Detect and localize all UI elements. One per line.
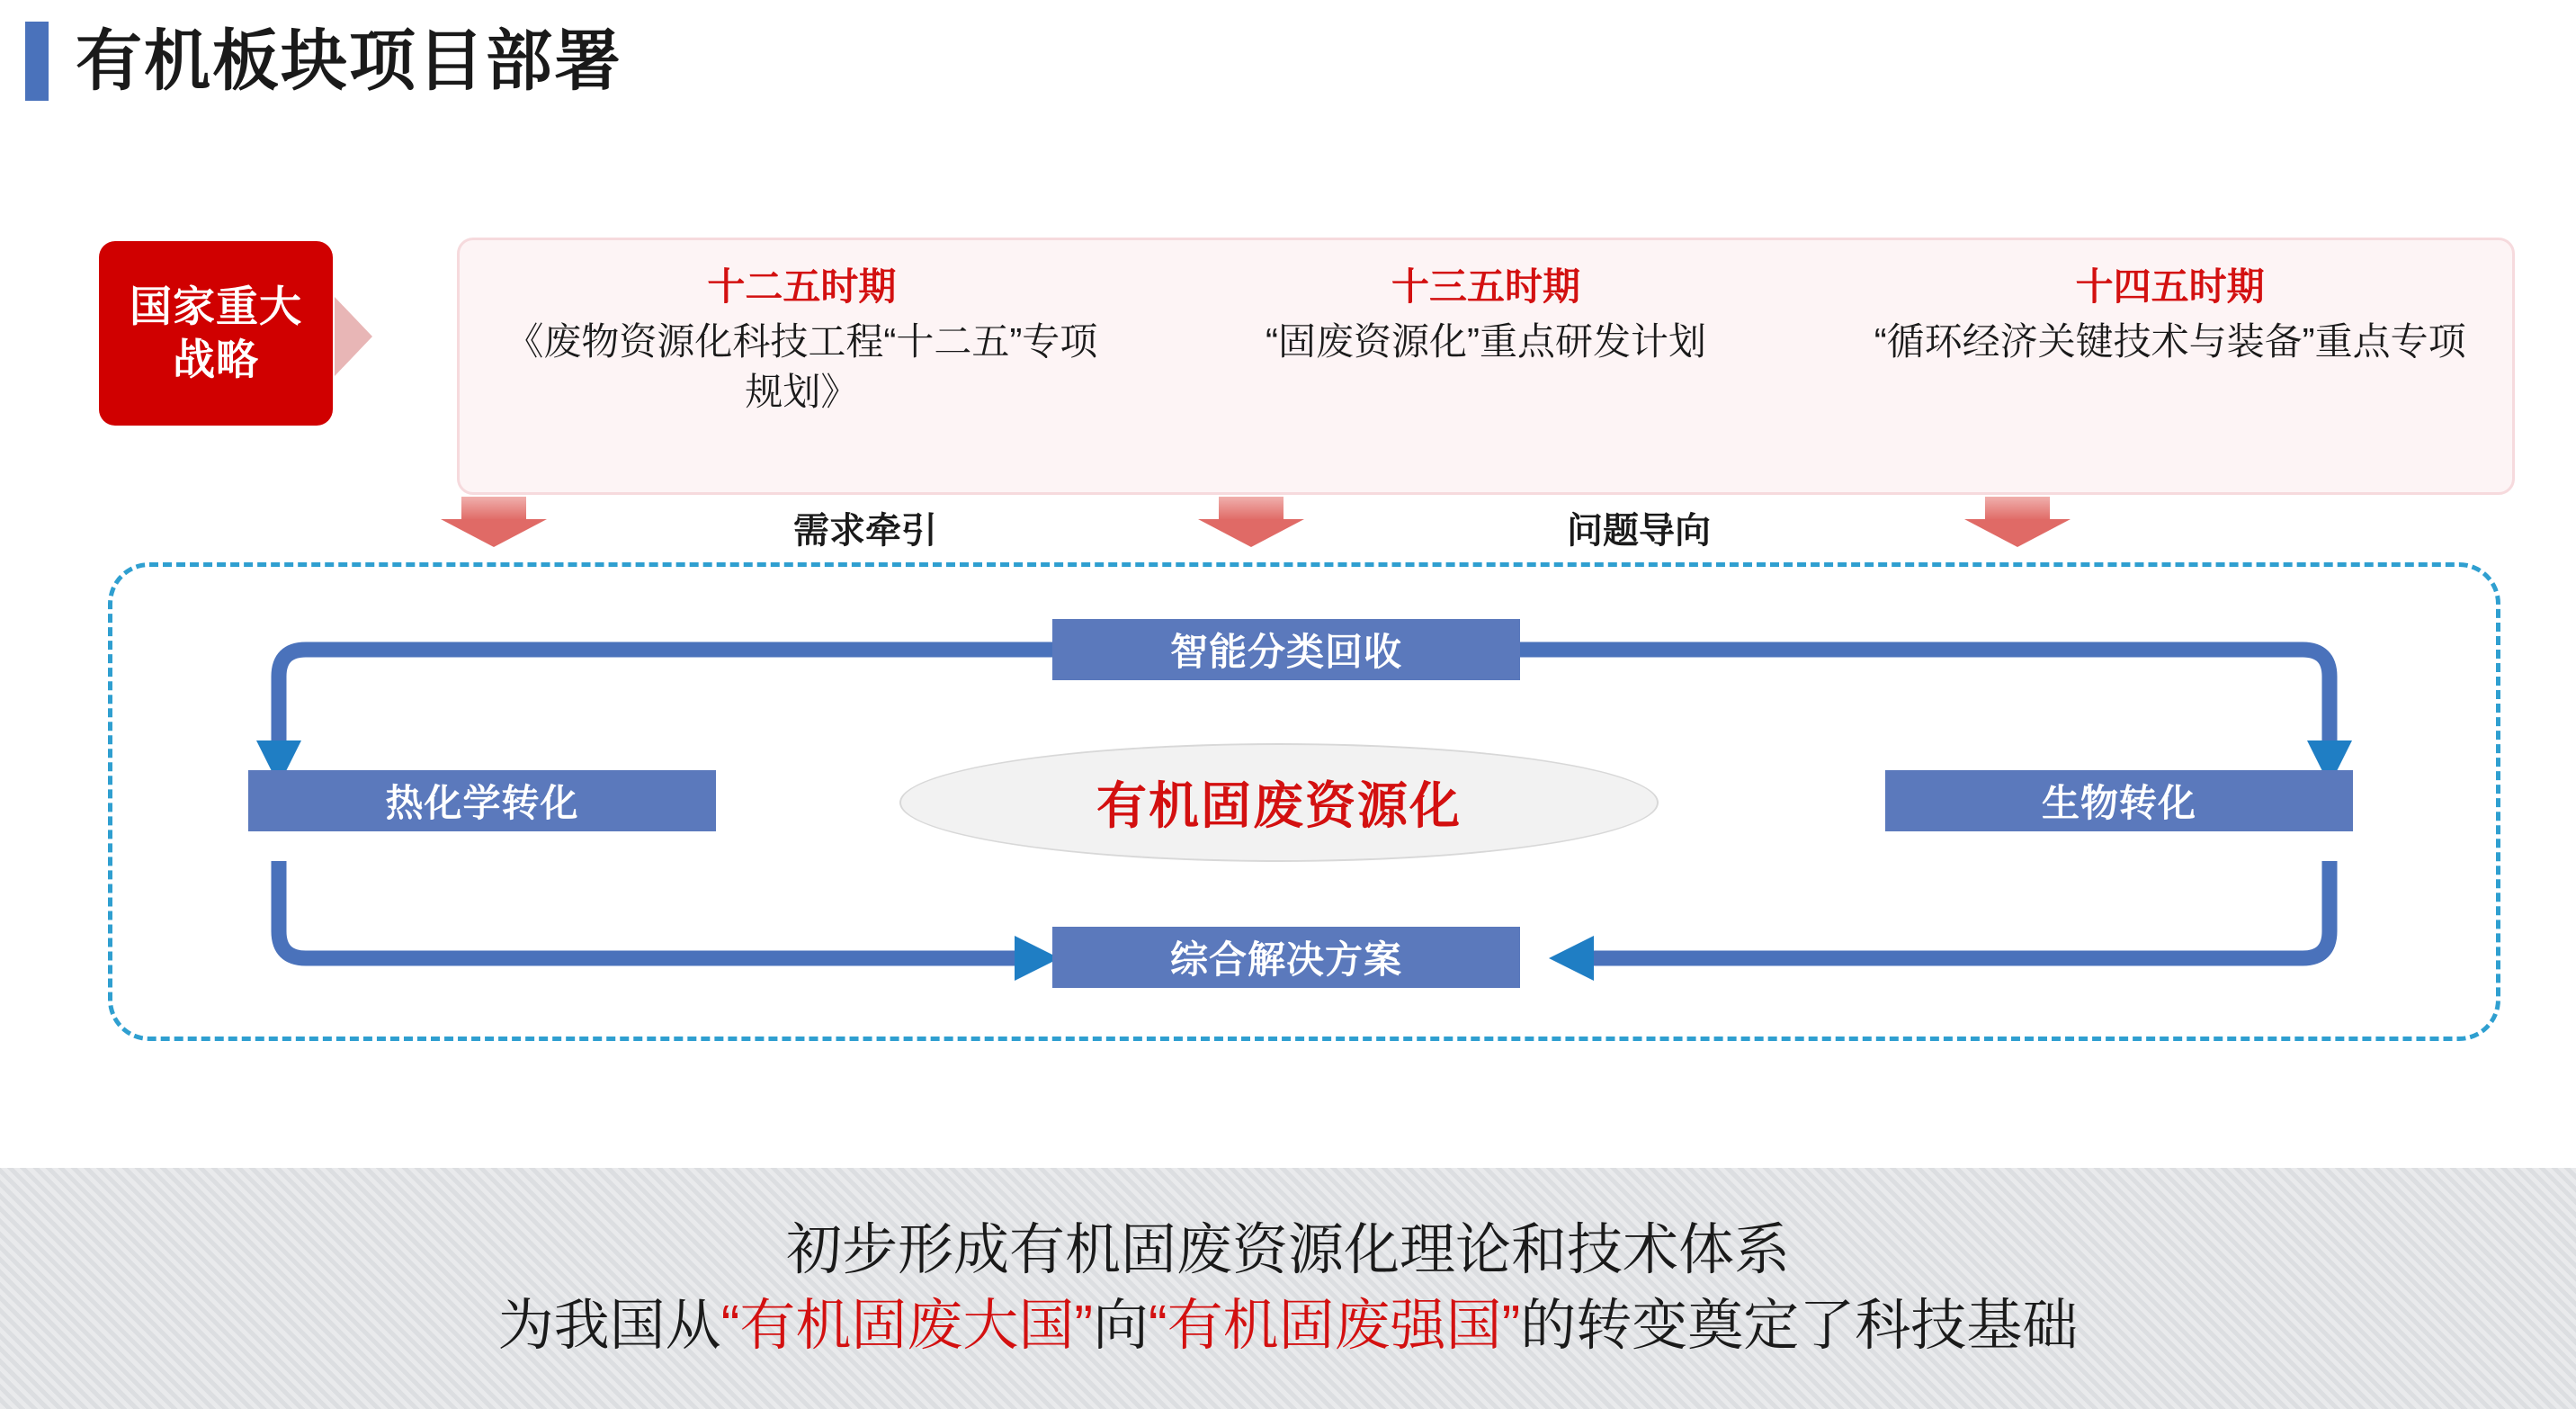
cycle-center-label: 有机固废资源化	[1096, 777, 1462, 834]
cycle-node-right: 生物转化	[1885, 770, 2353, 831]
mid-label-right: 问题导向	[1567, 511, 1711, 551]
down-arrow-icon-2	[1198, 497, 1304, 547]
plan-desc-2: “固废资源化”重点研发计划	[1266, 319, 1706, 363]
plan-item-1	[460, 240, 1144, 492]
badge-arrow-icon	[335, 297, 372, 376]
page-title	[0, 18, 622, 104]
title-accent-bar	[25, 22, 49, 101]
plan-desc-1: 《废物资源化科技工程“十二五”专项规划》	[505, 319, 1098, 414]
down-arrow-icon-3	[1964, 497, 2071, 547]
badge-line-2: 战略	[173, 335, 259, 383]
national-strategy-badge	[99, 241, 333, 426]
banner-line-2-highlight-2: “有机固废强国”	[1149, 1295, 1521, 1357]
banner-line-2-part-2: 向	[1092, 1295, 1149, 1357]
banner-line-2-part-1: 为我国从	[497, 1295, 721, 1357]
cycle-node-left: 热化学转化	[248, 770, 716, 831]
down-arrow-icon-1	[441, 497, 547, 547]
conclusion-banner	[0, 1168, 2576, 1409]
plan-period-3: 十四五时期	[2075, 265, 2265, 308]
plan-period-1: 十二五时期	[707, 265, 897, 308]
plans-panel	[457, 238, 2515, 495]
banner-line-2-highlight-1: “有机固废大国”	[720, 1295, 1093, 1357]
badge-line-1: 国家重大	[130, 282, 302, 330]
cycle-center	[899, 743, 1659, 862]
cycle-node-top: 智能分类回收	[1052, 619, 1520, 680]
title-text: 有机板块项目部署	[76, 23, 622, 98]
banner-line-1: 初步形成有机固废资源化理论和技术体系	[785, 1219, 1790, 1282]
banner-line-2-part-3: 的转变奠定了科技基础	[1520, 1295, 2079, 1357]
plan-item-3	[1828, 240, 2512, 492]
plan-item-2	[1144, 240, 1829, 492]
cycle-node-bottom: 综合解决方案	[1052, 927, 1520, 988]
plan-desc-3: “循环经济关键技术与装备”重点专项	[1874, 319, 2466, 363]
banner-line-2	[498, 1288, 2079, 1364]
plan-period-2: 十三五时期	[1391, 265, 1581, 308]
mid-label-left: 需求牵引	[793, 511, 937, 551]
